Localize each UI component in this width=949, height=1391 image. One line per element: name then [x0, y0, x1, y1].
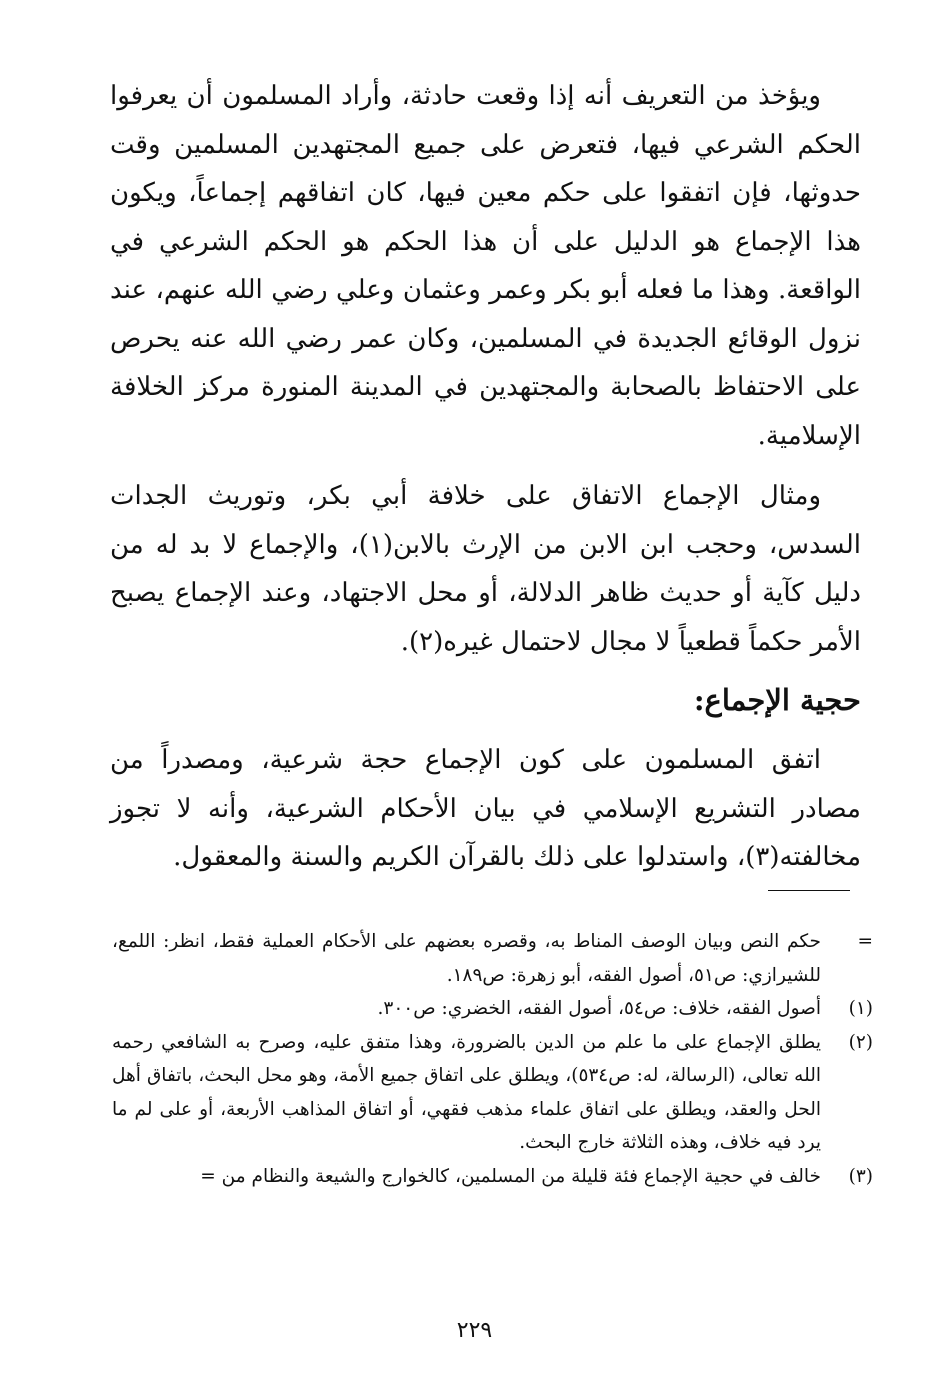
body-paragraph-3: اتفق المسلمون على كون الإجماع حجة شرعية، ومصدراً من مصادر التشريع الإسلامي في بيان الأحكام الشرعية، وأنه لا تجوز مخالفته(٣)، واستدلوا على ذلك بالقرآن الكريم والسنة والمعقول. [110, 745, 861, 872]
footnote-text: يطلق الإجماع على ما علم من الدين بالضرورة، وهذا متفق عليه، وصرح به الشافعي رحمه الله تعالى، (الرسالة، له: ص٥٣٤)، ويطلق على اتفاق جميع الأمة، وهو محل البحث، باتفاق أهل الحل والعقد، ويطلق على اتفاق علماء مذهب فقهي، أو اتفاق المذاهب الأربعة، أو على لم ما يرد فيه خلاف، وهذه الثلاثة خارج البحث. [112, 1031, 821, 1153]
footnote-2 [112, 1026, 873, 1160]
footnote-text: أصول الفقه، خلاف: ص٥٤، أصول الفقه، الخضري: ص٣٠٠. [377, 998, 821, 1019]
main-text [110, 72, 861, 882]
footnote-marker: (٢) [848, 1031, 873, 1053]
footnote-3 [112, 1160, 873, 1194]
footnote-text: خالف في حجية الإجماع فئة قليلة من المسلمين، كالخوارج والشيعة والنظام من = [200, 1165, 821, 1187]
footnote-1 [112, 992, 873, 1026]
footnote-text: حكم النص وبيان الوصف المناط به، وقصره بعضهم على الأحكام العملية فقط، انظر: اللمع، للشيرازي: ص٥١، أصول الفقه، أبو زهرة: ص١٨٩. [112, 931, 821, 986]
footnote-marker: (١) [848, 998, 873, 1019]
footnote-divider [768, 890, 850, 891]
section-heading: حجية الإجماع: [693, 683, 861, 717]
body-paragraph-1: ويؤخذ من التعريف أنه إذا وقعت حادثة، وأراد المسلمون أن يعرفوا الحكم الشرعي فيها، فتعرض على جميع المجتهدين المسلمين وقت حدوثها، فإن اتفقوا على حكم معين فيها، كان اتفاقهم إجماعاً، ويكون هذا الإجماع هو الدليل على أن هذا الحكم هو الحكم الشرعي في الواقعة. وهذا ما فعله أبو بكر وعمر وعثمان وعلي رضي الله عنهم، عند نزول الوقائع الجديدة في المسلمين، وكان عمر رضي الله عنه يحرص على الاحتفاظ بالصحابة والمجتهدين في المدينة المنورة مركز الخلافة الإسلامية. [110, 81, 861, 451]
body-paragraph-2: ومثال الإجماع الاتفاق على خلافة أبي بكر، وتوريث الجدات السدس، وحجب ابن الابن من الإرث بالابن(١)، والإجماع لا بد له من دليل كآية أو حديث ظاهر الدلالة، أو محل الاجتهاد، وعند الإجماع يصبح الأمر حكماً قطعياً لا مجال لاحتمال غيره(٢). [110, 481, 861, 657]
page-number: ٢٢٩ [456, 1318, 493, 1343]
footnote-marker: = [857, 931, 873, 952]
footnotes [112, 925, 873, 1193]
footnote-continued [112, 925, 873, 992]
footnote-marker: (٣) [848, 1165, 873, 1187]
